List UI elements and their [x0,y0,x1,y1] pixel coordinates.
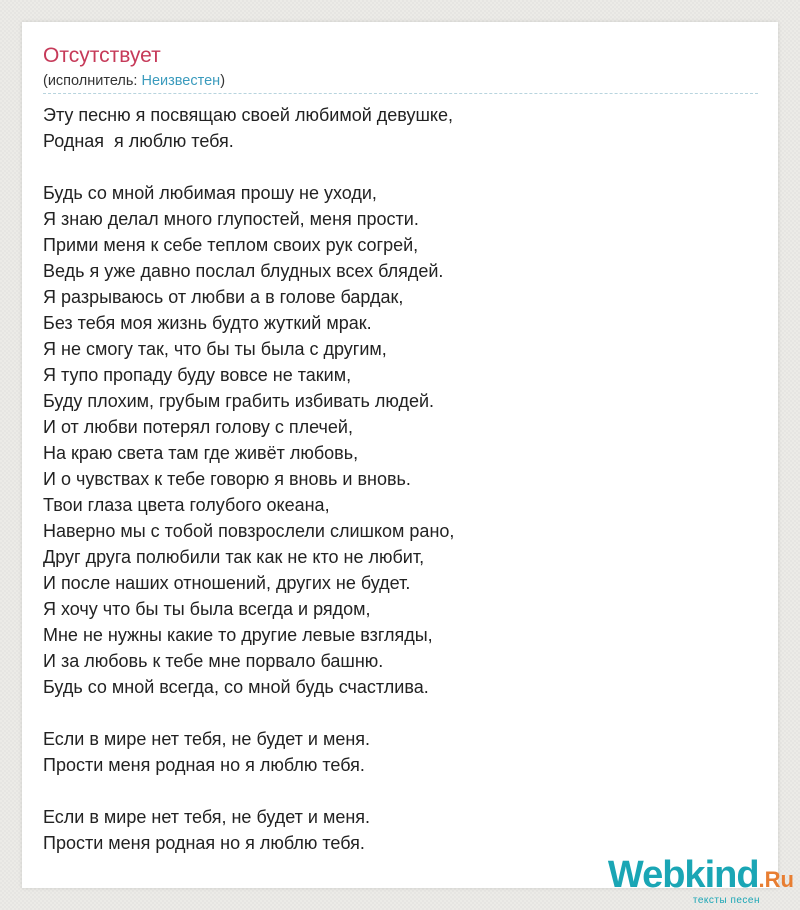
lyric-line: Я не смогу так, что бы ты была с другим, [43,339,387,359]
lyric-line: Буду плохим, грубым грабить избивать людей. [43,391,435,411]
artist-link[interactable]: Неизвестен [141,73,221,89]
lyric-line: Прости меня родная но я люблю тебя. [43,755,365,775]
artist-prefix: (исполнитель: [43,73,142,89]
lyric-line [43,154,758,180]
artist-suffix: ) [220,73,226,89]
lyric-line: Будь со мной любимая прошу не уходи, [43,183,377,203]
lyric-line: Будь со мной всегда, со мной будь счастлива. [43,677,429,697]
lyric-line: Я разрываюсь от любви а в голове бардак, [43,287,404,307]
lyric-line: И за любовь к тебе мне порвало башню. [43,651,384,671]
lyric-line: Твои глаза цвета голубого океана, [43,495,330,515]
lyric-line: И о чувствах к тебе говорю я вновь и вновь. [43,469,411,489]
song-title: Отсутствует [43,44,161,67]
lyric-line: Родная я люблю тебя. [43,131,234,151]
lyric-line: Эту песню я посвящаю своей любимой девушке, [43,105,453,125]
lyric-line: Друг друга полюбили так как не кто не любит, [43,547,425,567]
lyric-line: И от любви потерял голову с плечей, [43,417,353,437]
lyric-line: Прими меня к себе теплом своих рук согрей, [43,235,419,255]
artist-line [43,71,758,91]
lyric-line: Я тупо пропаду буду вовсе не таким, [43,365,352,385]
song-card [22,22,778,888]
lyric-line: Ведь я уже давно послал блудных всех блядей. [43,261,444,281]
lyric-line: На краю света там где живёт любовь, [43,443,359,463]
logo-tagline: тексты песен [692,895,760,906]
lyric-line: Я хочу что бы ты была всегда и рядом, [43,599,371,619]
site-logo[interactable] [608,855,794,906]
lyric-line: Мне не нужны какие то другие левые взгляды, [43,625,433,645]
lyric-line: И после наших отношений, других не будет. [43,573,411,593]
logo-suffix-text: .Ru [758,867,794,892]
lyric-line: Наверно мы с тобой повзрослели слишком рано, [43,521,455,541]
lyric-line: Я знаю делал много глупостей, меня прости. [43,209,419,229]
lyric-line: Без тебя моя жизнь будто жуткий мрак. [43,313,372,333]
lyric-line: Прости меня родная но я люблю тебя. [43,833,365,853]
lyric-line [43,778,758,804]
lyric-line: Если в мире нет тебя, не будет и меня. [43,729,371,749]
logo-wordmark [608,855,794,900]
lyrics-block [43,102,758,856]
lyric-line: Если в мире нет тебя, не будет и меня. [43,807,371,827]
lyric-line [43,700,758,726]
title-divider [43,93,758,94]
logo-main-text: Webkind [607,854,759,896]
